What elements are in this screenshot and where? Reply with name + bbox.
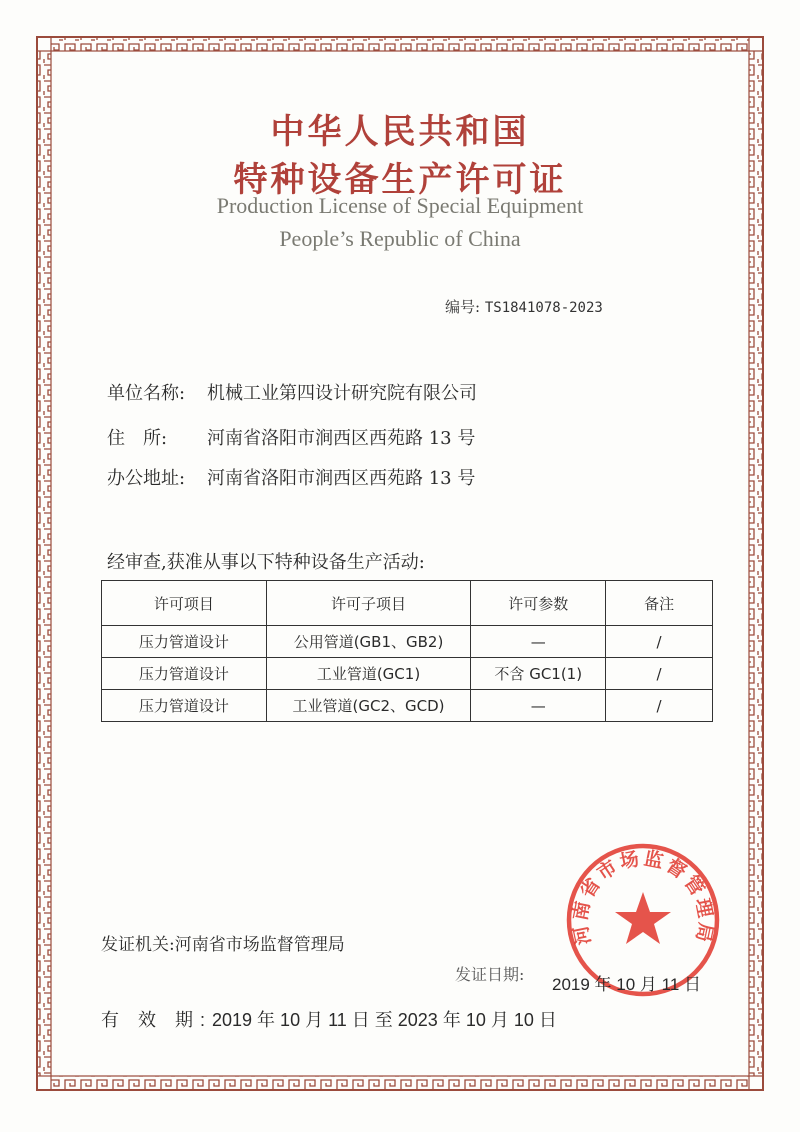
field-office-address (107, 464, 475, 490)
issuing-authority-label: 发证机关: (101, 935, 175, 955)
header-license-item: 许可项目 (102, 581, 267, 626)
certificate-number (445, 296, 603, 317)
svg-text:河南省市场监督管理局: 河南省市场监督管理局 (569, 847, 717, 947)
title-english-license: Production License of Special Equipment (216, 193, 584, 218)
field-office-address-value: 河南省洛阳市涧西区西苑路 13 号 (207, 468, 476, 489)
cell-license-item: 压力管道设计 (102, 626, 267, 658)
field-office-address-label: 办公地址: (107, 468, 186, 489)
title-chinese-country: 中华人民共和国 (270, 112, 530, 152)
cell-remarks: / (606, 658, 713, 690)
certificate-number-label: 编号: (445, 298, 481, 316)
cell-license-item: 压力管道设计 (102, 690, 267, 722)
title-chinese-license: 特种设备生产许可证 (233, 160, 567, 200)
field-residence-label: 住 所: (107, 428, 168, 449)
header-remarks: 备注 (606, 581, 713, 626)
cell-license-item: 压力管道设计 (102, 658, 267, 690)
cell-license-parameter: — (471, 690, 606, 722)
cell-license-parameter: — (471, 626, 606, 658)
table-row (102, 658, 713, 690)
cell-license-subitem: 工业管道(GC1) (266, 658, 471, 690)
cell-license-subitem: 工业管道(GC2、GCD) (266, 690, 471, 722)
field-company-name-label: 单位名称: (107, 383, 186, 404)
table-row (102, 626, 713, 658)
issue-date-label: 发证日期: (455, 965, 525, 984)
field-company-name-value: 机械工业第四设计研究院有限公司 (207, 383, 477, 404)
cell-remarks: / (606, 690, 713, 722)
issue-date-value: 2019 年 10 月 11 日 (552, 975, 701, 994)
field-residence (107, 424, 475, 450)
validity-period-value: 2019 年 10 月 11 日 至 2023 年 10 月 10 日 (212, 1010, 557, 1030)
approval-statement: 经审查,获准从事以下特种设备生产活动: (107, 552, 425, 573)
table-row (102, 690, 713, 722)
cell-license-subitem: 公用管道(GB1、GB2) (266, 626, 471, 658)
certificate-number-value: TS1841078-2023 (484, 300, 603, 316)
validity-period-label: 有 效 期: (101, 1010, 213, 1030)
field-company-name (107, 379, 477, 405)
cell-license-parameter: 不含 GC1(1) (471, 658, 606, 690)
license-table (101, 580, 713, 722)
title-english-country: People’s Republic of China (279, 226, 521, 251)
header-license-subitem: 许可子项目 (266, 581, 471, 626)
cell-remarks: / (606, 626, 713, 658)
issuing-authority (101, 930, 345, 955)
validity-period (101, 1006, 557, 1032)
issuing-authority-value: 河南省市场监督管理局 (174, 935, 345, 955)
table-header-row (102, 581, 713, 626)
header-license-parameter: 许可参数 (471, 581, 606, 626)
field-residence-value: 河南省洛阳市涧西区西苑路 13 号 (207, 428, 476, 449)
